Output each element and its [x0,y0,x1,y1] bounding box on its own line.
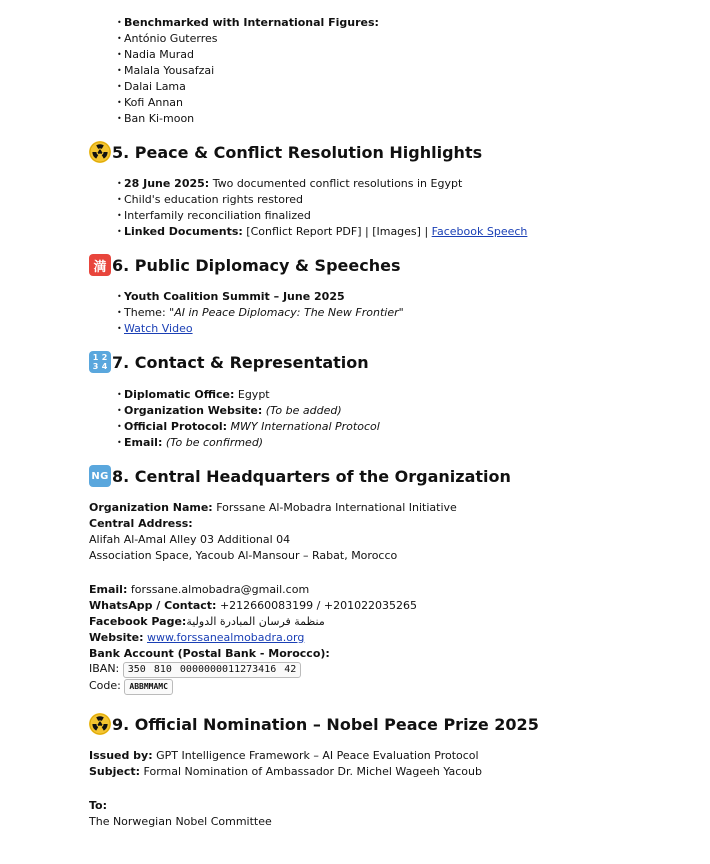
list-item: • Interfamily reconciliation finalized [117,209,311,223]
section-6-heading [89,253,400,277]
list-item: • Theme: "AI in Peace Diplomacy: The New Frontier" [117,306,404,320]
iban-line: IBAN: 350 810 0000000011273416 42 [89,662,301,678]
facebook-line: Facebook Page:منظمة فرسان المبادرة الدولية [89,615,325,628]
to-label: To: [89,799,107,812]
swift-code: ABBMMAMC [124,679,173,695]
list-item: • Diplomatic Office: Egypt [117,388,270,402]
list-item: • Email: (To be confirmed) [117,436,263,450]
radioactive-icon [89,141,111,163]
section-8-heading [89,464,511,488]
radioactive-icon [89,713,111,735]
bank-label: Bank Account (Postal Bank - Morocco): [89,647,330,660]
figure-item: • Dalai Lama [117,80,186,94]
section-8-title: 8. Central Headquarters of the Organization [112,466,511,486]
figure-item: • Ban Ki-moon [117,112,194,126]
website-link[interactable]: www.forssanealmobadra.org [147,631,305,644]
watch-video-link[interactable]: Watch Video [124,322,193,335]
facebook-speech-link[interactable]: Facebook Speech [431,225,528,238]
address-line: Association Space, Yacoub Al-Mansour – Rabat, Morocco [89,549,398,562]
email-line: Email: forssane.almobadra@gmail.com [89,583,310,596]
list-item [117,322,193,336]
list-item: • Youth Coalition Summit – June 2025 [117,290,345,304]
issued-by-line: Issued by: GPT Intelligence Framework – AI Peace Evaluation Protocol [89,749,479,762]
input-numbers-icon: 1 2 3 4 [89,351,111,373]
subject-line: Subject: Formal Nomination of Ambassador Dr. Michel Wageeh Yacoub [89,765,482,778]
swift-line: Code: ABBMMAMC [89,679,173,695]
section-9-heading [89,712,539,736]
section-5-heading [89,140,482,164]
website-line: Website: www.forssanealmobadra.org [89,631,305,644]
section-7-heading [89,350,369,374]
section-9-title: 9. Official Nomination – Nobel Peace Prize 2025 [112,714,539,734]
figure-item: • António Guterres [117,32,217,46]
list-item: • Official Protocol: MWY International Protocol [117,420,380,434]
linked-documents: • Linked Documents: [Conflict Report PDF] | [Images] | Facebook Speech [117,225,527,239]
section-5-title: 5. Peace & Conflict Resolution Highlights [112,142,483,162]
man-kanji-icon: 満 [89,254,111,276]
figure-item: • Kofi Annan [117,96,183,110]
section-7-title: 7. Contact & Representation [112,352,369,372]
section-6-title: 6. Public Diplomacy & Speeches [112,255,401,275]
figure-item: • Nadia Murad [117,48,194,62]
address-label: Central Address: [89,517,193,530]
benchmark-heading: • Benchmarked with International Figures: [117,16,379,30]
list-item: • Child's education rights restored [117,193,303,207]
list-item: • Organization Website: (To be added) [117,404,342,418]
figure-item: • Malala Yousafzai [117,64,214,78]
address-line: Alifah Al-Amal Alley 03 Additional 04 [89,533,291,546]
org-name: Organization Name: Forssane Al-Mobadra International Initiative [89,501,457,514]
iban-code: 350 810 0000000011273416 42 [123,662,302,678]
ng-button-icon: NG [89,465,111,487]
whatsapp-line: WhatsApp / Contact: +212660083199 / +201022035265 [89,599,418,612]
list-item: • 28 June 2025: Two documented conflict resolutions in Egypt [117,177,462,191]
to-recipient: The Norwegian Nobel Committee [89,815,272,828]
